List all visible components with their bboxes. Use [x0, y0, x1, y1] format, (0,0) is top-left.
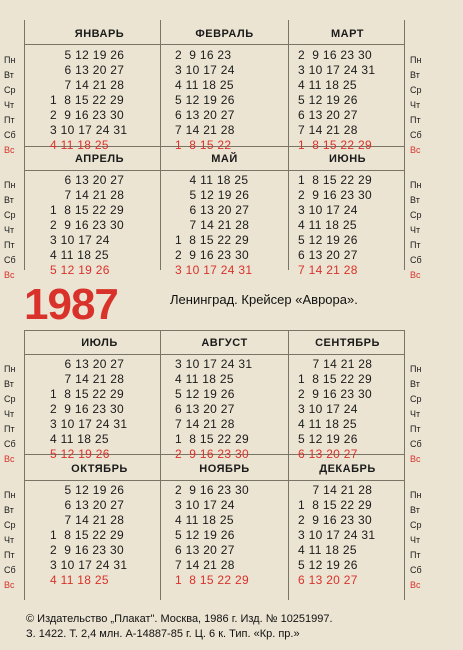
- month-name: ОКТЯБРЬ: [71, 463, 128, 475]
- weekday-label: Сб: [410, 439, 422, 449]
- week-row: 6 13 20 27: [298, 248, 358, 262]
- weekday-label: Ср: [410, 394, 422, 404]
- week-row: 7 14 21 28: [50, 513, 125, 527]
- week-row: 7 14 21 28: [175, 218, 250, 232]
- weekday-label: Вс: [410, 454, 421, 464]
- weekday-label: Пн: [410, 180, 422, 190]
- rule: [288, 330, 289, 600]
- week-row: 6 13 20 27: [175, 203, 250, 217]
- week-row: 7 14 21 28: [298, 123, 358, 137]
- weekday-label: Вс: [410, 270, 421, 280]
- weekday-label: Пн: [4, 364, 16, 374]
- week-row: 4 11 18 25: [50, 138, 109, 152]
- month-march: [290, 27, 405, 153]
- weekday-label: Вс: [4, 580, 15, 590]
- month-name: ИЮЛЬ: [81, 337, 118, 349]
- month-november: [167, 462, 282, 588]
- weekday-label: Пн: [4, 55, 16, 65]
- week-row: 5 12 19 26: [298, 233, 358, 247]
- week-row: 4 11 18 25: [298, 543, 357, 557]
- weekday-label: Чт: [4, 225, 15, 235]
- month-name: СЕНТЯБРЬ: [315, 337, 380, 349]
- weekday-label: Пт: [410, 115, 421, 125]
- week-row: 2 9 16 23 30: [175, 483, 249, 497]
- weekday-labels-left: [4, 362, 28, 467]
- weekday-label: Пт: [410, 240, 421, 250]
- week-row: 1 8 15 22 29: [298, 372, 372, 386]
- week-row: 1 8 15 22 29: [175, 573, 249, 587]
- weekday-label: Вс: [4, 270, 15, 280]
- weekday-labels-left: [4, 488, 28, 593]
- week-row: 6 13 20 27: [175, 108, 235, 122]
- imprint-line: З. 1422. Т. 2,4 млн. А-14887-85 г. Ц. 6 к. Тип. «Кр. пр.»: [26, 628, 300, 640]
- weekday-label: Вс: [410, 145, 421, 155]
- week-row: 5 12 19 26: [175, 387, 235, 401]
- week-row: 7 14 21 28: [298, 357, 373, 371]
- week-row: 7 14 21 28: [175, 123, 235, 137]
- weekday-label: Чт: [410, 100, 421, 110]
- week-row: 3 10 17 24 31: [50, 558, 128, 572]
- weekday-label: Сб: [410, 565, 422, 575]
- week-row: 1 8 15 22 29: [298, 498, 372, 512]
- month-january: [42, 27, 157, 153]
- week-row: 3 10 17 24 31: [175, 263, 253, 277]
- week-row: 4 11 18 25: [175, 372, 234, 386]
- month-days: [42, 48, 157, 153]
- month-april: [42, 152, 157, 278]
- month-days: [167, 173, 282, 278]
- week-row: 3 10 17 24: [175, 498, 235, 512]
- week-row: 6 13 20 27: [50, 63, 125, 77]
- rule: [160, 20, 161, 270]
- week-row: 3 10 17 24: [298, 203, 358, 217]
- weekday-label: Сб: [4, 565, 16, 575]
- week-row: 4 11 18 25: [175, 513, 234, 527]
- month-july: [42, 336, 157, 462]
- week-row: 2 9 16 23 30: [50, 543, 124, 557]
- weekday-label: Ср: [410, 85, 422, 95]
- weekday-labels-right: [410, 53, 434, 158]
- weekday-label: Сб: [4, 255, 16, 265]
- week-row: 6 13 20 27: [175, 402, 235, 416]
- week-row: 5 12 19 26: [175, 528, 235, 542]
- weekday-label: Вс: [4, 145, 15, 155]
- week-row: 3 10 17 24 31: [50, 417, 128, 431]
- month-name: НОЯБРЬ: [199, 463, 250, 475]
- weekday-label: Вт: [4, 505, 14, 515]
- month-october: [42, 462, 157, 588]
- week-row: 6 13 20 27: [50, 173, 125, 187]
- week-row: 1 8 15 22 29: [50, 528, 124, 542]
- week-row: 2 9 16 23 30: [298, 188, 372, 202]
- month-days: [290, 357, 405, 462]
- weekday-label: Ср: [410, 210, 422, 220]
- week-row: 5 12 19 26: [50, 263, 110, 277]
- week-row: 1 8 15 22 29: [298, 173, 372, 187]
- month-days: [167, 48, 282, 153]
- month-name: ЯНВАРЬ: [74, 28, 125, 40]
- weekday-labels-left: [4, 178, 28, 283]
- week-row: 6 13 20 27: [50, 498, 125, 512]
- week-row: 4 11 18 25: [50, 248, 109, 262]
- weekday-label: Чт: [410, 225, 421, 235]
- weekday-labels-left: [4, 53, 28, 158]
- month-december: [290, 462, 405, 588]
- week-row: 1 8 15 22: [175, 138, 232, 152]
- month-days: [290, 48, 405, 153]
- week-row: 3 10 17 24 31: [175, 357, 253, 371]
- month-days: [42, 173, 157, 278]
- weekday-label: Сб: [4, 130, 16, 140]
- week-row: 4 11 18 25: [298, 78, 357, 92]
- weekday-label: Сб: [410, 130, 422, 140]
- week-row: 6 13 20 27: [298, 573, 358, 587]
- weekday-label: Ср: [4, 210, 16, 220]
- week-row: 7 14 21 28: [175, 417, 235, 431]
- weekday-label: Чт: [4, 535, 15, 545]
- weekday-label: Сб: [410, 255, 422, 265]
- photo-caption: Ленинград. Крейсер «Аврора».: [170, 292, 358, 307]
- week-row: 6 13 20 27: [298, 447, 358, 461]
- month-february: [167, 27, 282, 153]
- weekday-label: Вс: [410, 580, 421, 590]
- week-row: 7 14 21 28: [175, 558, 235, 572]
- imprint-line: © Издательство „Плакат". Москва, 1986 г. Изд. № 10251997.: [26, 613, 333, 625]
- week-row: 4 11 18 25: [50, 432, 109, 446]
- month-name: ИЮНЬ: [328, 153, 367, 165]
- weekday-label: Ср: [4, 85, 16, 95]
- weekday-label: Пт: [4, 424, 15, 434]
- weekday-label: Ср: [4, 394, 16, 404]
- week-row: 7 14 21 28: [298, 263, 358, 277]
- week-row: 4 11 18 25: [175, 173, 249, 187]
- weekday-labels-right: [410, 178, 434, 283]
- week-row: 1 8 15 22 29: [298, 138, 372, 152]
- week-row: 2 9 16 23: [175, 48, 232, 62]
- weekday-label: Пн: [410, 490, 422, 500]
- weekday-label: Вт: [410, 195, 420, 205]
- weekday-label: Пн: [410, 364, 422, 374]
- rule: [288, 20, 289, 270]
- week-row: 2 9 16 23 30: [298, 387, 372, 401]
- week-row: 3 10 17 24: [50, 233, 110, 247]
- week-row: 1 8 15 22 29: [175, 233, 249, 247]
- weekday-label: Пн: [4, 180, 16, 190]
- month-name: МАЙ: [211, 153, 238, 165]
- weekday-label: Пт: [4, 550, 15, 560]
- week-row: 6 13 20 27: [50, 357, 125, 371]
- month-days: [167, 483, 282, 588]
- week-row: 4 11 18 25: [175, 78, 234, 92]
- week-row: 5 12 19 26: [50, 447, 110, 461]
- week-row: 2 9 16 23 30: [50, 218, 124, 232]
- week-row: 6 13 20 27: [175, 543, 235, 557]
- week-row: 3 10 17 24 31: [298, 528, 376, 542]
- month-name: АВГУСТ: [201, 337, 248, 349]
- week-row: 5 12 19 26: [298, 558, 358, 572]
- week-row: 1 8 15 22 29: [175, 432, 249, 446]
- week-row: 2 9 16 23 30: [298, 513, 372, 527]
- weekday-label: Пт: [4, 240, 15, 250]
- week-row: 7 14 21 28: [298, 483, 373, 497]
- week-row: 6 13 20 27: [298, 108, 358, 122]
- weekday-label: Сб: [4, 439, 16, 449]
- week-row: 4 11 18 25: [50, 573, 109, 587]
- month-days: [290, 483, 405, 588]
- month-days: [290, 173, 405, 278]
- weekday-label: Вт: [410, 70, 420, 80]
- publisher-imprint: [26, 612, 333, 642]
- month-may: [167, 152, 282, 278]
- week-row: 2 9 16 23 30: [50, 402, 124, 416]
- weekday-label: Чт: [4, 100, 15, 110]
- weekday-label: Чт: [410, 535, 421, 545]
- month-days: [167, 357, 282, 462]
- month-name: ДЕКАБРЬ: [319, 463, 376, 475]
- weekday-label: Пн: [410, 55, 422, 65]
- week-row: 5 12 19 26: [298, 93, 358, 107]
- week-row: 7 14 21 28: [50, 78, 125, 92]
- week-row: 2 9 16 23 30: [298, 48, 372, 62]
- weekday-label: Чт: [410, 409, 421, 419]
- week-row: 7 14 21 28: [50, 372, 125, 386]
- week-row: 5 12 19 26: [50, 483, 125, 497]
- weekday-label: Ср: [410, 520, 422, 530]
- month-days: [42, 357, 157, 462]
- week-row: 1 8 15 22 29: [50, 203, 124, 217]
- week-row: 3 10 17 24: [175, 63, 235, 77]
- week-row: 5 12 19 26: [50, 48, 125, 62]
- weekday-label: Вт: [4, 195, 14, 205]
- week-row: 5 12 19 26: [175, 93, 235, 107]
- month-name: МАРТ: [330, 28, 365, 40]
- week-row: 4 11 18 25: [298, 218, 357, 232]
- month-days: [42, 483, 157, 588]
- week-row: 5 12 19 26: [175, 188, 250, 202]
- weekday-label: Пт: [4, 115, 15, 125]
- week-row: 3 10 17 24 31: [298, 63, 376, 77]
- weekday-label: Вт: [410, 379, 420, 389]
- weekday-label: Чт: [4, 409, 15, 419]
- week-row: 5 12 19 26: [298, 432, 358, 446]
- year-title: 1987: [24, 280, 118, 329]
- weekday-label: Вт: [4, 70, 14, 80]
- month-name: ФЕВРАЛЬ: [195, 28, 254, 40]
- weekday-label: Вт: [410, 505, 420, 515]
- weekday-labels-right: [410, 488, 434, 593]
- week-row: 2 9 16 23 30: [175, 447, 249, 461]
- week-row: 1 8 15 22 29: [50, 387, 124, 401]
- month-name: АПРЕЛЬ: [74, 153, 124, 165]
- weekday-label: Пн: [4, 490, 16, 500]
- week-row: 2 9 16 23 30: [50, 108, 124, 122]
- rule: [160, 330, 161, 600]
- month-june: [290, 152, 405, 278]
- month-august: [167, 336, 282, 462]
- week-row: 3 10 17 24 31: [50, 123, 128, 137]
- week-row: 1 8 15 22 29: [50, 93, 124, 107]
- weekday-label: Пт: [410, 424, 421, 434]
- week-row: 3 10 17 24: [298, 402, 358, 416]
- weekday-label: Вс: [4, 454, 15, 464]
- week-row: 7 14 21 28: [50, 188, 125, 202]
- weekday-label: Пт: [410, 550, 421, 560]
- week-row: 4 11 18 25: [298, 417, 357, 431]
- weekday-label: Ср: [4, 520, 16, 530]
- weekday-label: Вт: [4, 379, 14, 389]
- week-row: 2 9 16 23 30: [175, 248, 249, 262]
- rule: [24, 330, 404, 331]
- month-september: [290, 336, 405, 462]
- weekday-labels-right: [410, 362, 434, 467]
